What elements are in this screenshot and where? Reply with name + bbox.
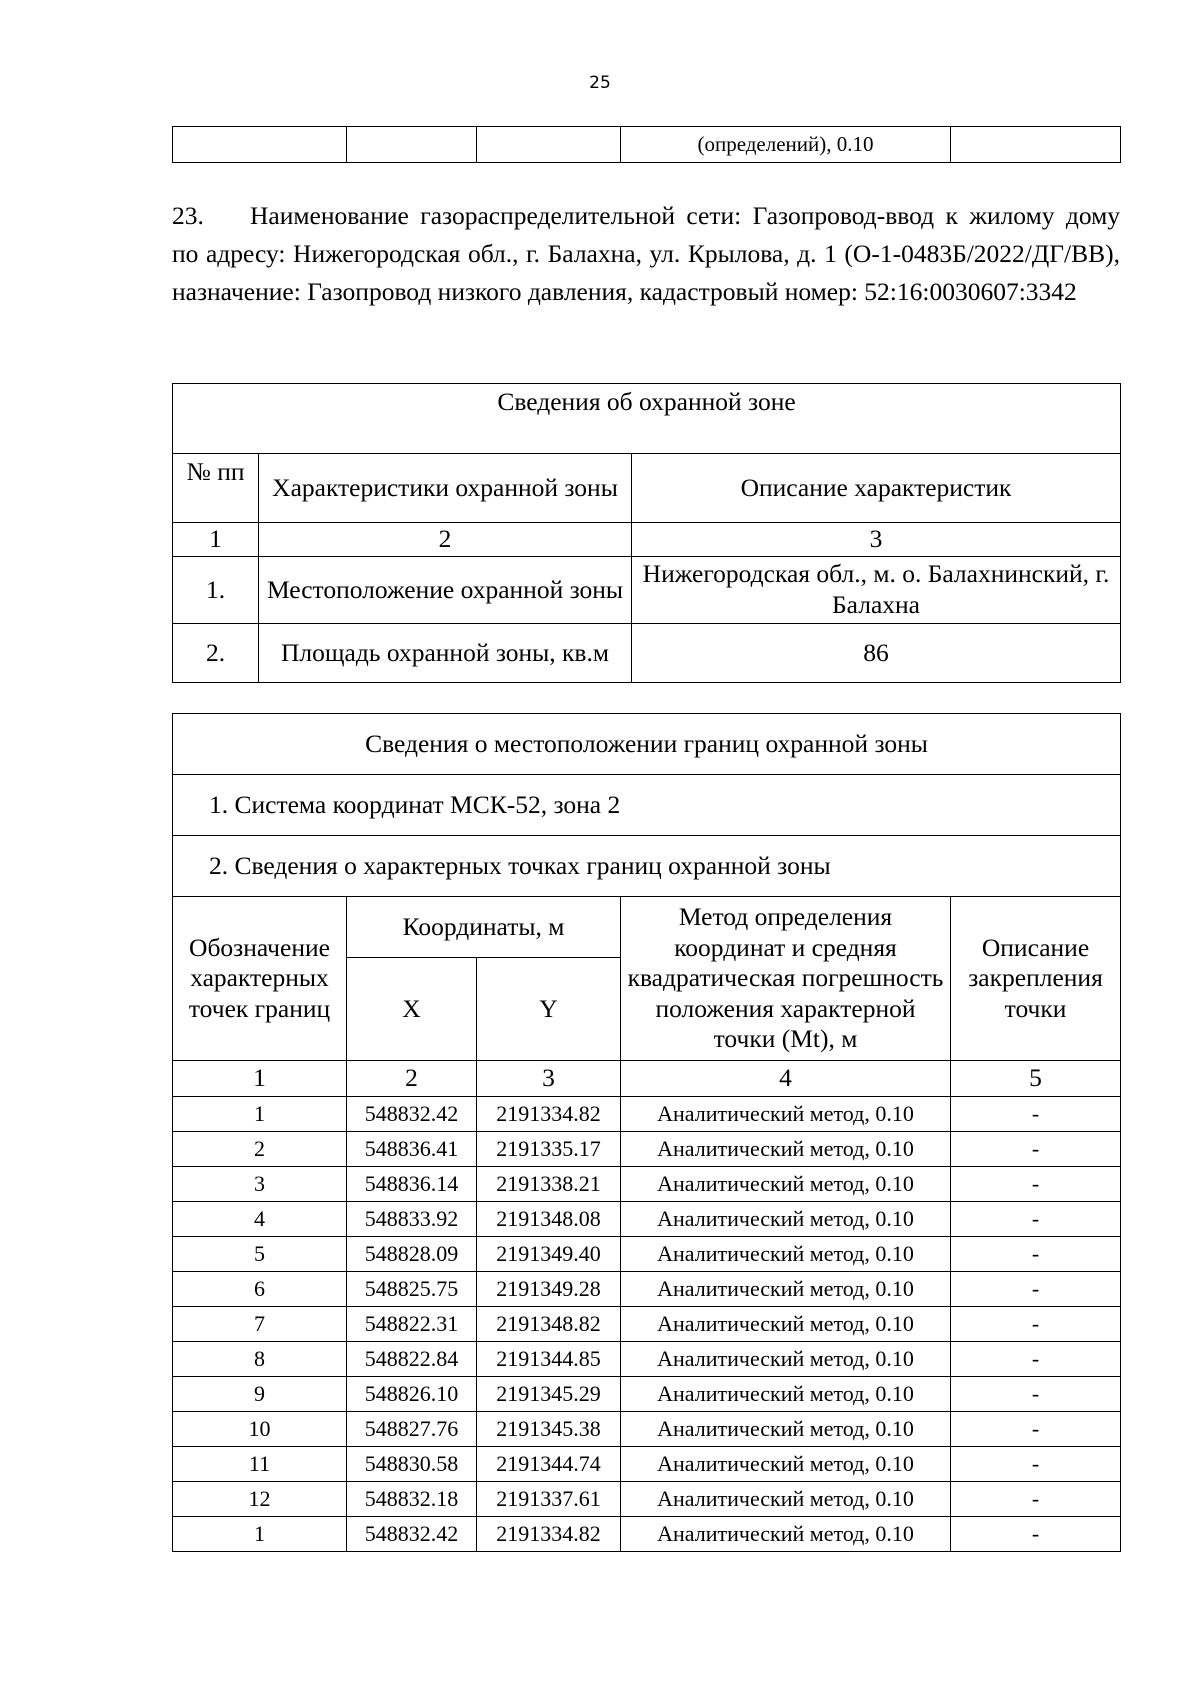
item-text: Наименование газораспределительной сети: Газопровод-ввод к жилому дому по адресу: Нижегородская обл., г. Балахна, ул. Крылова, д. 1 (О-1-0483Б/2022/ДГ/ВВ), назначение: Газопровод низкого давления, кадастровый номер: 52:16:0030607:3342 [172, 201, 1120, 306]
table-row [173, 1342, 1121, 1377]
table-header-numbers [173, 523, 1121, 557]
method: Аналитический метод, 0.10 [621, 1237, 951, 1272]
continued-table-row [172, 126, 1121, 163]
point-number: 3 [173, 1167, 347, 1202]
coordinates-rows [173, 1097, 1121, 1552]
coord-y: 2191348.82 [477, 1307, 621, 1342]
table-row [173, 1517, 1121, 1552]
coord-y: 2191345.38 [477, 1412, 621, 1447]
header-number: 3 [632, 523, 1121, 557]
table-row [173, 624, 1121, 683]
coord-y: 2191344.74 [477, 1447, 621, 1482]
coord-y: 2191345.29 [477, 1377, 621, 1412]
fixing-description: - [951, 1342, 1121, 1377]
fixing-description: - [951, 1517, 1121, 1552]
table-row [173, 1237, 1121, 1272]
method: Аналитический метод, 0.10 [621, 1202, 951, 1237]
coord-x: 548832.18 [347, 1482, 477, 1517]
row-name: Площадь охранной зоны, кв.м [259, 624, 632, 683]
header-fixing-description: Описание закрепления точки [951, 897, 1121, 1061]
coord-x: 548822.31 [347, 1307, 477, 1342]
header-number: 2 [347, 1061, 477, 1097]
coord-x: 548822.84 [347, 1342, 477, 1377]
fixing-description: - [951, 1132, 1121, 1167]
table-row [173, 1412, 1121, 1447]
point-number: 9 [173, 1377, 347, 1412]
method: Аналитический метод, 0.10 [621, 1167, 951, 1202]
header-x: X [347, 958, 477, 1061]
point-number: 6 [173, 1272, 347, 1307]
table-title-row [173, 714, 1121, 775]
coord-y: 2191344.85 [477, 1342, 621, 1377]
coord-y: 2191337.61 [477, 1482, 621, 1517]
coord-x: 548836.14 [347, 1167, 477, 1202]
point-number: 10 [173, 1412, 347, 1447]
table-subtitle-row [173, 775, 1121, 836]
fixing-description: - [951, 1202, 1121, 1237]
table-header-row [173, 454, 1121, 523]
zone-info-table [172, 383, 1121, 683]
header-description: Описание характеристик [632, 454, 1121, 523]
table-subtitle-row [173, 836, 1121, 897]
fixing-description: - [951, 1272, 1121, 1307]
header-number: 5 [951, 1061, 1121, 1097]
fixing-description: - [951, 1307, 1121, 1342]
table-row [173, 1272, 1121, 1307]
coord-x: 548832.42 [347, 1517, 477, 1552]
fixing-description: - [951, 1167, 1121, 1202]
method: Аналитический метод, 0.10 [621, 1517, 951, 1552]
item-paragraph [172, 197, 1120, 311]
table-cell [347, 127, 477, 163]
item-number: 23. [172, 201, 204, 230]
coord-x: 548836.41 [347, 1132, 477, 1167]
table-row [173, 1132, 1121, 1167]
zone-table-title: Сведения об охранной зоне [173, 384, 1121, 454]
table-cell [477, 127, 621, 163]
coord-x: 548825.75 [347, 1272, 477, 1307]
point-number: 8 [173, 1342, 347, 1377]
coord-y: 2191335.17 [477, 1132, 621, 1167]
point-number: 7 [173, 1307, 347, 1342]
method: Аналитический метод, 0.10 [621, 1412, 951, 1447]
method: Аналитический метод, 0.10 [621, 1342, 951, 1377]
header-coordinates: Координаты, м [347, 897, 621, 958]
table-row [173, 1307, 1121, 1342]
coordinate-system: 1. Система координат МСК-52, зона 2 [173, 775, 1121, 836]
coord-y: 2191349.40 [477, 1237, 621, 1272]
table-title-row [173, 384, 1121, 454]
table-row [173, 1097, 1121, 1132]
table-header-row [173, 897, 1121, 958]
table-row [173, 1377, 1121, 1412]
page-number: 25 [589, 73, 611, 93]
fixing-description: - [951, 1097, 1121, 1132]
coord-y: 2191348.08 [477, 1202, 621, 1237]
header-method: Метод определения координат и средняя квадратическая погрешность положения характерной точки (Mt), м [621, 897, 951, 1061]
header-characteristics: Характеристики охранной зоны [259, 454, 632, 523]
header-num: № пп [173, 454, 259, 523]
point-number: 2 [173, 1132, 347, 1167]
point-number: 1 [173, 1517, 347, 1552]
coord-y: 2191334.82 [477, 1097, 621, 1132]
coord-y: 2191349.28 [477, 1272, 621, 1307]
header-designation: Обозначение характерных точек границ [173, 897, 347, 1061]
method: Аналитический метод, 0.10 [621, 1377, 951, 1412]
header-number: 3 [477, 1061, 621, 1097]
coords-table-title: Сведения о местоположении границ охранной зоны [173, 714, 1121, 775]
row-name: Местоположение охранной зоны [259, 557, 632, 624]
coord-x: 548832.42 [347, 1097, 477, 1132]
row-num: 1. [173, 557, 259, 624]
table-cell: (определений), 0.10 [621, 127, 951, 163]
coord-y: 2191334.82 [477, 1517, 621, 1552]
point-number: 5 [173, 1237, 347, 1272]
table-row [173, 1202, 1121, 1237]
fixing-description: - [951, 1237, 1121, 1272]
table-cell [173, 127, 347, 163]
fixing-description: - [951, 1412, 1121, 1447]
fixing-description: - [951, 1482, 1121, 1517]
method: Аналитический метод, 0.10 [621, 1097, 951, 1132]
coordinates-table [172, 713, 1121, 1552]
coord-x: 548827.76 [347, 1412, 477, 1447]
coord-x: 548833.92 [347, 1202, 477, 1237]
table-header-numbers [173, 1061, 1121, 1097]
header-number: 1 [173, 1061, 347, 1097]
header-number: 2 [259, 523, 632, 557]
table-row [173, 557, 1121, 624]
coord-x: 548826.10 [347, 1377, 477, 1412]
header-number: 4 [621, 1061, 951, 1097]
row-num: 2. [173, 624, 259, 683]
header-number: 1 [173, 523, 259, 557]
table-cell [951, 127, 1121, 163]
point-number: 11 [173, 1447, 347, 1482]
point-number: 1 [173, 1097, 347, 1132]
method: Аналитический метод, 0.10 [621, 1447, 951, 1482]
row-value: 86 [632, 624, 1121, 683]
point-number: 4 [173, 1202, 347, 1237]
points-title: 2. Сведения о характерных точках границ охранной зоны [173, 836, 1121, 897]
fixing-description: - [951, 1377, 1121, 1412]
row-value: Нижегородская обл., м. о. Балахнинский, г. Балахна [632, 557, 1121, 624]
table-row [173, 1447, 1121, 1482]
point-number: 12 [173, 1482, 347, 1517]
coord-x: 548828.09 [347, 1237, 477, 1272]
coord-x: 548830.58 [347, 1447, 477, 1482]
method: Аналитический метод, 0.10 [621, 1482, 951, 1517]
method: Аналитический метод, 0.10 [621, 1132, 951, 1167]
header-y: Y [477, 958, 621, 1061]
method: Аналитический метод, 0.10 [621, 1307, 951, 1342]
fixing-description: - [951, 1447, 1121, 1482]
method: Аналитический метод, 0.10 [621, 1272, 951, 1307]
table-row [173, 127, 1121, 163]
table-row [173, 1482, 1121, 1517]
table-row [173, 1167, 1121, 1202]
coord-y: 2191338.21 [477, 1167, 621, 1202]
